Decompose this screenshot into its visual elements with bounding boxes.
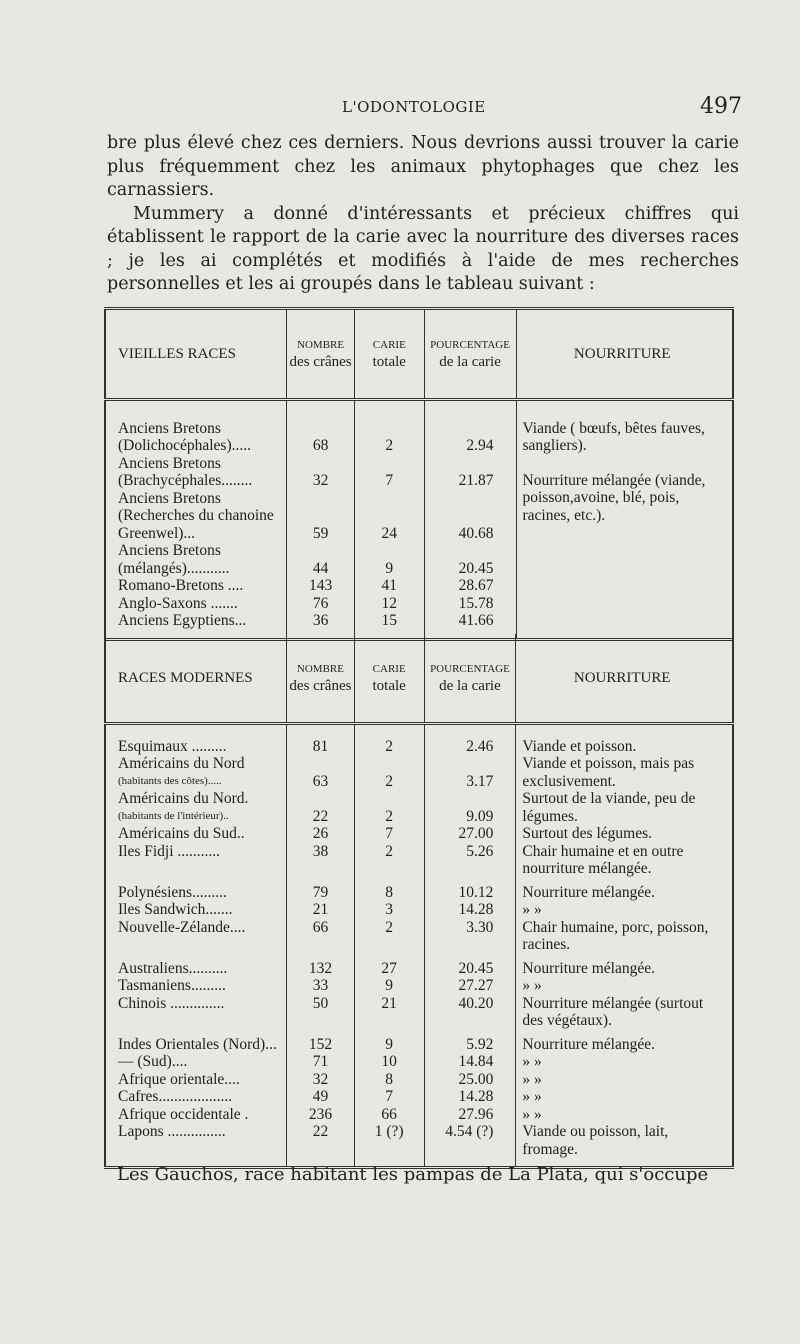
race-name: Afrique orientale.... [105, 1071, 287, 1089]
table-row: Anciens Bretons (mélangés)........... 44 9 20.45 [105, 542, 733, 577]
intro-text [107, 132, 739, 297]
table-row: Chinois .............. 50 21 40.20 Nourriture mélangée (surtout des végétaux). [105, 995, 733, 1030]
table-row: Anciens Egyptiens... 36 15 41.66 [105, 612, 733, 630]
header-race: RACES MODERNES [105, 634, 287, 724]
table-row: Polynésiens......... 79 8 10.12 Nourriture mélangée. [105, 884, 733, 902]
table-row: Anglo-Saxons ....... 76 12 15.78 [105, 595, 733, 613]
paragraph-1: bre plus élevé chez ces derniers. Nous devrions aussi trouver la carie plus fréquemment chez les animaux phytophages que chez les carnassiers. [107, 133, 739, 200]
caption-text: Les Gauchos, race habitant les pampas de La Plata, qui s'occupe [117, 1164, 709, 1185]
race-name: Afrique occidentale . [105, 1106, 287, 1124]
table-row: Anciens Bretons (Brachycéphales........ 32 7 21.87 [105, 455, 733, 490]
table-row: Iles Fidji ........... 38 2 5.26 Chair humaine et en outre nourriture mélangée. [105, 843, 733, 878]
race-name: Américains du Sud.. [105, 825, 287, 843]
header-food: NOURRITURE [516, 634, 733, 724]
table-row: Cafres................... 49 7 14.28 » » [105, 1088, 733, 1106]
race-name: Iles Fidji ........... [105, 843, 287, 878]
table-old-races [104, 307, 734, 641]
race-name: Australiens.......... [105, 960, 287, 978]
table-row: Esquimaux ......... 81 2 2.46 Viande et poisson. [105, 738, 733, 756]
race-name: Américains du Nord. (habitants de l'intérieur).. [105, 790, 287, 825]
race-name: Nouvelle-Zélande.... [105, 919, 287, 954]
paragraph-2: Mummery a donné d'intéressants et précieux chiffres qui établissent le rapport de la carie avec la nourriture des diverses races ; je les ai complétés et modifiés à l'aide de mes recherches personnelles et les ai groupés dans le tableau suivant : [107, 203, 739, 294]
table-header-row [105, 634, 733, 724]
table-row: Américains du Nord. (habitants de l'intérieur).. 22 2 9.09 Surtout de la viande, peu de légumes. [105, 790, 733, 825]
header-crania: NOMBRE des crânes [287, 309, 355, 400]
table-header-row [105, 309, 733, 400]
table-row: Australiens.......... 132 27 20.45 Nourriture mélangée. [105, 960, 733, 978]
race-name: Chinois .............. [105, 995, 287, 1030]
race-name: Américains du Nord (habitants des côtes)..... [105, 755, 287, 790]
header-carie: CARIE totale [354, 309, 424, 400]
table-row: Anciens Bretons (Dolichocéphales)..... 68 2 2.94 Viande ( bœufs, bêtes fauves, sangliers). [105, 420, 733, 455]
table-modern-races [104, 634, 734, 1169]
race-name: Cafres................... [105, 1088, 287, 1106]
header-food: NOURRITURE [516, 309, 733, 400]
table-row: Iles Sandwich....... 21 3 14.28 » » [105, 901, 733, 919]
table-row: Anciens Bretons (Recherches du chanoine Greenwel)... 59 24 40.68 Nourriture mélangée (viande, poisson,avoine, blé, pois, racines, etc.). [105, 490, 733, 543]
table-row: Afrique occidentale . 236 66 27.96 » » [105, 1106, 733, 1124]
table-row: Indes Orientales (Nord)... 152 9 5.92 Nourriture mélangée. [105, 1036, 733, 1054]
header-percentage: POURCENTAGE de la carie [424, 309, 516, 400]
race-name: Tasmaniens......... [105, 977, 287, 995]
page-number: 497 [700, 94, 742, 119]
table-row: Tasmaniens......... 33 9 27.27 » » [105, 977, 733, 995]
header-carie: CARIE totale [354, 634, 424, 724]
race-name: Polynésiens......... [105, 884, 287, 902]
running-title: L'ODONTOLOGIE [342, 98, 486, 116]
table-row: Nouvelle-Zélande.... 66 2 3.30 Chair humaine, porc, poisson, racines. [105, 919, 733, 954]
race-name: — (Sud).... [105, 1053, 287, 1071]
race-name: Indes Orientales (Nord)... [105, 1036, 287, 1054]
table-row: Romano-Bretons .... 143 41 28.67 [105, 577, 733, 595]
race-name: Esquimaux ......... [105, 738, 287, 756]
race-name: Iles Sandwich....... [105, 901, 287, 919]
header-race: VIEILLES RACES [105, 309, 287, 400]
table-row: Américains du Sud.. 26 7 27.00 Surtout des légumes. [105, 825, 733, 843]
table-row: Afrique orientale.... 32 8 25.00 » » [105, 1071, 733, 1089]
race-name: Lapons ............... [105, 1123, 287, 1158]
header-percentage: POURCENTAGE de la carie [424, 634, 516, 724]
table-row: Américains du Nord (habitants des côtes)..... 63 2 3.17 Viande et poisson, mais pas exclusivement. [105, 755, 733, 790]
table-row: — (Sud).... 71 10 14.84 » » [105, 1053, 733, 1071]
table-row: Lapons ............... 22 1 (?) 4.54 (?) Viande ou poisson, lait, fromage. [105, 1123, 733, 1158]
running-head [0, 94, 800, 124]
header-crania: NOMBRE des crânes [287, 634, 355, 724]
